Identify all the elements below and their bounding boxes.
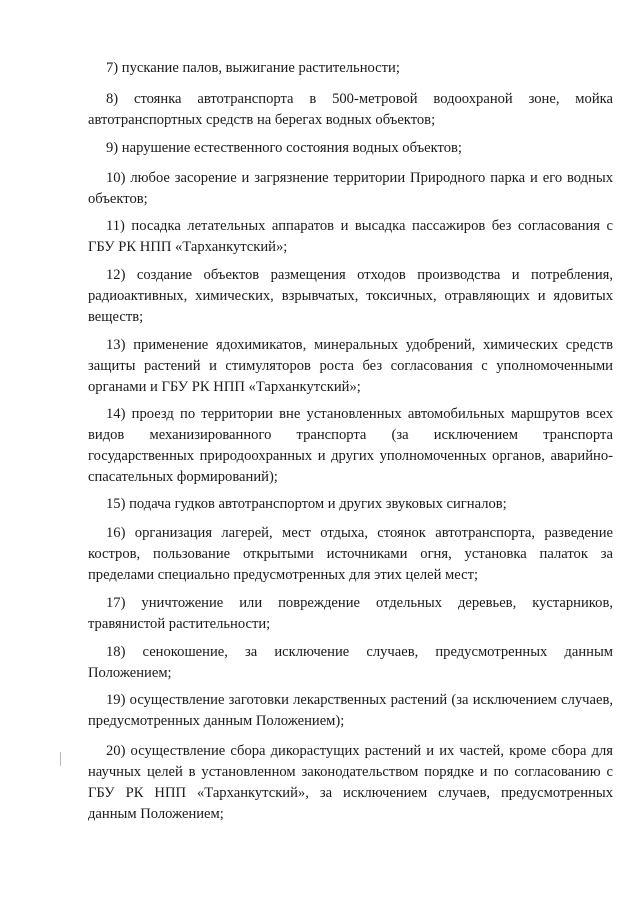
list-item-19: 19) осуществление заготовки лекарственных растений (за исключением случаев, предусмотренных данным Положением); — [88, 692, 613, 729]
list-item-14: 14) проезд по территории вне установленных автомобильных маршрутов всех видов механизированного транспорта (за исключением транспорта государственных природоохранных и других уполномоченных органов, аварийно-спасательных формирований); — [88, 406, 613, 485]
list-item-18: 18) сенокошение, за исключение случаев, предусмотренных данным Положением; — [88, 644, 613, 681]
list-item-11: 11) посадка летательных аппаратов и высадка пассажиров без согласования с ГБУ РК НПП «Тарханкутский»; — [88, 218, 613, 255]
list-item-17: 17) уничтожение или повреждение отдельных деревьев, кустарников, травянистой растительности; — [88, 595, 613, 632]
list-item-15: 15) подача гудков автотранспортом и других звуковых сигналов; — [106, 496, 507, 512]
list-item-8: 8) стоянка автотранспорта в 500-метровой водоохраной зоне, мойка автотранспортных средств на берегах водных объектов; — [88, 91, 613, 128]
list-item-12: 12) создание объектов размещения отходов производства и потребления, радиоактивных, химических, взрывчатых, токсичных, отравляющих и ядовитых веществ; — [88, 267, 613, 325]
list-item-13: 13) применение ядохимикатов, минеральных удобрений, химических средств защиты растений и стимуляторов роста без согласования с уполномоченными органами и ГБУ РК НПП «Тарханкутский»; — [88, 337, 613, 395]
list-item-20: 20) осуществление сбора дикорастущих растений и их частей, кроме сбора для научных целей в установленном законодательством порядке и по согласованию с ГБУ РК НПП «Тарханкутский», за исключением случаев, предусмотренных данным Положением; — [88, 743, 613, 822]
list-item-10: 10) любое засорение и загрязнение территории Природного парка и его водных объектов; — [88, 170, 613, 207]
margin-mark — [60, 752, 61, 766]
list-item-16: 16) организация лагерей, мест отдыха, стоянок автотранспорта, разведение костров, пользование открытыми источниками огня, установка палаток за пределами специально предусмотренных для этих целей мест; — [88, 525, 613, 583]
list-item-9: 9) нарушение естественного состояния водных объектов; — [106, 140, 462, 156]
list-item-7: 7) пускание палов, выжигание растительности; — [106, 60, 400, 76]
